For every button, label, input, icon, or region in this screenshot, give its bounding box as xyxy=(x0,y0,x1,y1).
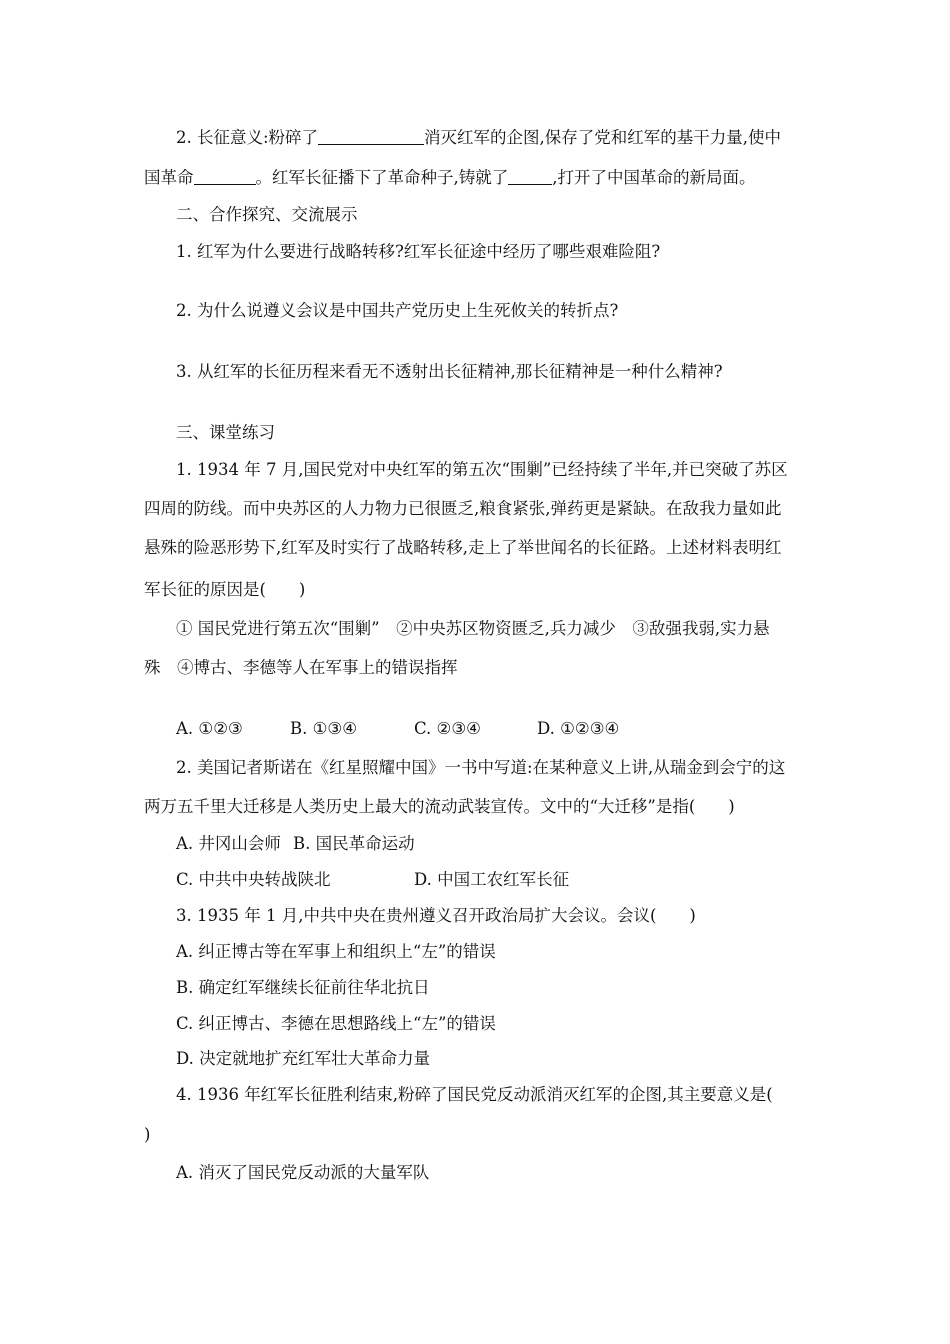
exercise3-option-a[interactable]: A. 纠正博古等在军事上和组织上“左”的错误 xyxy=(176,942,496,961)
exercise4-line2: ) xyxy=(144,1125,151,1144)
section2-question-1: 1. 红军为什么要进行战略转移?红军长征途中经历了哪些艰难险阻? xyxy=(176,242,661,261)
exercise1-statements-line1: ① 国民党进行第五次“围剿” ②中央苏区物资匮乏,兵力减少 ③敌强我弱,实力悬 xyxy=(176,619,770,638)
exercise1-line4: 军长征的原因是( ) xyxy=(144,580,306,599)
intro-q2-text-d: 。红军长征播下了革命种子,铸就了 xyxy=(255,168,509,187)
section2-question-2: 2. 为什么说遵义会议是中国共产党历史上生死攸关的转折点? xyxy=(176,301,619,320)
intro-q2-text-c: 国革命 xyxy=(144,168,194,187)
section3-heading: 三、课堂练习 xyxy=(176,423,275,442)
intro-q2-line1 xyxy=(176,127,781,149)
exercise2-option-b[interactable]: B. 国民革命运动 xyxy=(293,834,415,853)
exercise4-line1: 4. 1936 年红军长征胜利结束,粉碎了国民党反动派消灭红军的企图,其主要意义是( xyxy=(176,1085,773,1104)
exercise2-option-a[interactable]: A. 井冈山会师 xyxy=(176,834,281,853)
exercise1-option-a[interactable]: A. ①②③ xyxy=(176,719,243,738)
exercise1-option-d[interactable]: D. ①②③④ xyxy=(537,719,620,738)
exercise2-line2: 两万五千里大迁移是人类历史上最大的流动武装宣传。文中的“大迁移”是指( ) xyxy=(144,797,735,816)
exercise2-option-d[interactable]: D. 中国工农红军长征 xyxy=(414,870,570,889)
exercise1-line1: 1. 1934 年 7 月,国民党对中央红军的第五次“围剿”已经持续了半年,并已突破了苏区 xyxy=(176,460,788,479)
exercise1-option-c[interactable]: C. ②③④ xyxy=(414,719,481,738)
intro-q2-text-a: 2. 长征意义:粉碎了 xyxy=(176,128,319,147)
section2-heading: 二、合作探究、交流展示 xyxy=(176,205,358,224)
exercise3-stem: 3. 1935 年 1 月,中共中央在贵州遵义召开政治局扩大会议。会议( ) xyxy=(176,906,696,925)
exercise2-option-c[interactable]: C. 中共中央转战陕北 xyxy=(176,870,331,889)
exercise4-option-a[interactable]: A. 消灭了国民党反动派的大量军队 xyxy=(176,1163,430,1182)
exercise3-option-d[interactable]: D. 决定就地扩充红军壮大革命力量 xyxy=(176,1049,431,1068)
exercise3-option-b[interactable]: B. 确定红军继续长征前往华北抗日 xyxy=(176,978,430,997)
exercise1-line3: 悬殊的险恶形势下,红军及时实行了战略转移,走上了举世闻名的长征路。上述材料表明红 xyxy=(144,538,782,557)
intro-q2-text-e: ,打开了中国革命的新局面。 xyxy=(552,168,756,187)
section2-question-3: 3. 从红军的长征历程来看无不透射出长征精神,那长征精神是一种什么精神? xyxy=(176,362,723,381)
answer-blank xyxy=(194,168,256,185)
exercise1-line2: 四周的防线。而中央苏区的人力物力已很匮乏,粮食紧张,弹药更是紧缺。在敌我力量如此 xyxy=(144,499,782,518)
intro-q2-text-b: 消灭红军的企图,保存了党和红军的基干力量,使中 xyxy=(424,128,782,147)
exercise3-option-c[interactable]: C. 纠正博古、李德在思想路线上“左”的错误 xyxy=(176,1014,496,1033)
answer-blank xyxy=(318,128,424,145)
exercise1-option-b[interactable]: B. ①③④ xyxy=(290,719,357,738)
answer-blank xyxy=(508,168,552,185)
intro-q2-line2 xyxy=(144,167,756,189)
exercise1-statements-line2: 殊 ④博古、李德等人在军事上的错误指挥 xyxy=(144,658,458,677)
exercise2-line1: 2. 美国记者斯诺在《红星照耀中国》一书中写道:在某种意义上讲,从瑞金到会宁的这 xyxy=(176,758,786,777)
